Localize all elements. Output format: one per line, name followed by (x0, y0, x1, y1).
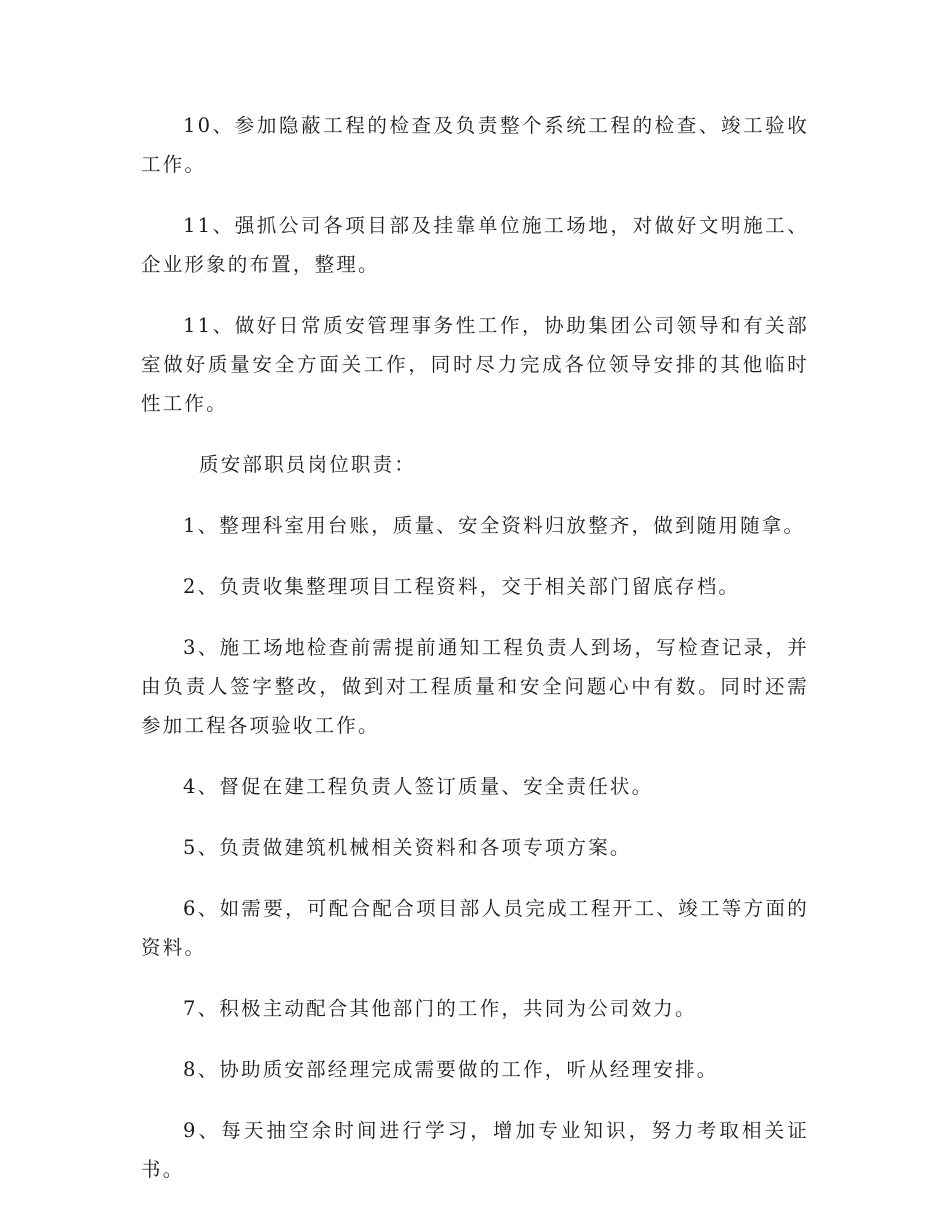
section-title: 质安部职员岗位职责： (199, 453, 417, 476)
paragraph-11-site: 11、强抓公司各项目部及挂靠单位施工场地，对做好文明施工、企业形象的布置，整理。 (141, 214, 809, 276)
duty-item-4: 4、督促在建工程负责人签订质量、安全责任状。 (183, 775, 654, 798)
duty-item-9: 9、每天抽空余时间进行学习，增加专业知识，努力考取相关证书。 (141, 1119, 809, 1181)
document-body (141, 106, 809, 1211)
duty-item-7: 7、积极主动配合其他部门的工作，共同为公司效力。 (183, 997, 697, 1020)
duty-item-5: 5、负责做建筑机械相关资料和各项专项方案。 (183, 836, 632, 859)
paragraph-11-daily: 11、做好日常质安管理事务性工作，协助集团公司领导和有关部室做好质量安全方面关工作，同时尽力完成各位领导安排的其他临时性工作。 (141, 314, 809, 415)
duty-item-8: 8、协助质安部经理完成需要做的工作，听从经理安排。 (183, 1058, 719, 1081)
duty-item-3: 3、施工场地检查前需提前通知工程负责人到场，写检查记录，并由负责人签字整改，做到对工程质量和安全问题心中有数。同时还需参加工程各项验收工作。 (141, 636, 809, 737)
duty-item-2: 2、负责收集整理项目工程资料，交于相关部门留底存档。 (183, 575, 741, 598)
duty-item-1: 1、整理科室用台账，质量、安全资料归放整齐，做到随用随拿。 (183, 514, 806, 537)
paragraph-10: 10、参加隐蔽工程的检查及负责整个系统工程的检查、竣工验收工作。 (141, 114, 809, 176)
duty-item-6: 6、如需要，可配合配合项目部人员完成工程开工、竣工等方面的资料。 (141, 897, 809, 959)
